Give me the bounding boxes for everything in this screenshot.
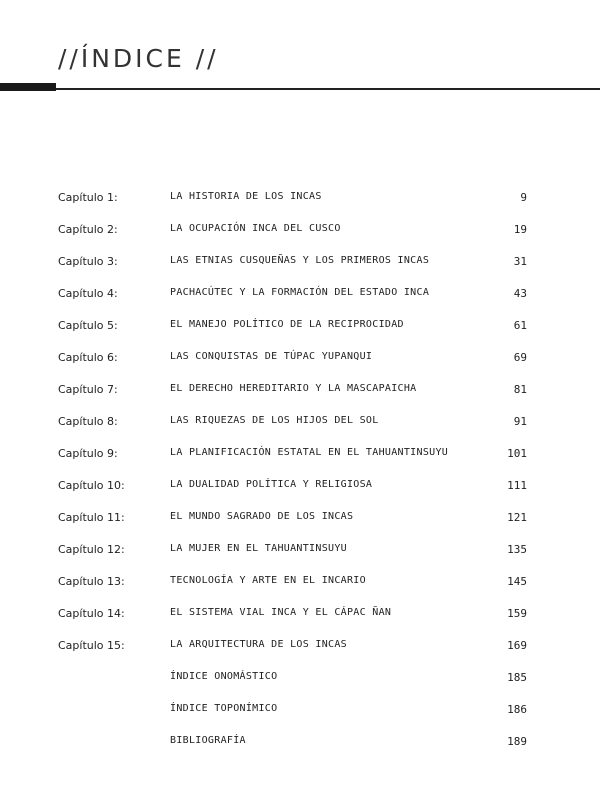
- toc-row: [0, 223, 600, 241]
- page-number: 61: [513, 319, 527, 332]
- chapter-title: LA ARQUITECTURA DE LOS INCAS: [170, 639, 347, 650]
- chapter-title: LA MUJER EN EL TAHUANTINSUYU: [170, 543, 347, 554]
- page-number: 9: [520, 191, 527, 204]
- page-number: 111: [507, 479, 527, 492]
- chapter-title: PACHACÚTEC Y LA FORMACIÓN DEL ESTADO INCA: [170, 287, 430, 298]
- page-number: 31: [513, 255, 527, 268]
- chapter-title: EL DERECHO HEREDITARIO Y LA MASCAPAICHA: [170, 383, 417, 394]
- chapter-label: Capítulo 14:: [58, 607, 125, 620]
- page-number: 81: [513, 383, 527, 396]
- toc-row: [0, 383, 600, 401]
- page-title: //ÍNDICE //: [58, 44, 219, 73]
- page-number: 159: [507, 607, 527, 620]
- chapter-title: LAS RIQUEZAS DE LOS HIJOS DEL SOL: [170, 415, 379, 426]
- toc-row: [0, 479, 600, 497]
- page-number: 189: [507, 735, 527, 748]
- toc-row: [0, 287, 600, 305]
- chapter-title: ÍNDICE ONOMÁSTICO: [170, 671, 278, 682]
- toc-row: [0, 703, 600, 721]
- chapter-label: Capítulo 2:: [58, 223, 118, 236]
- chapter-label: Capítulo 9:: [58, 447, 118, 460]
- page-number: 135: [507, 543, 527, 556]
- header-bar-accent: [0, 83, 56, 91]
- toc-row: [0, 447, 600, 465]
- toc-row: [0, 575, 600, 593]
- chapter-label: Capítulo 13:: [58, 575, 125, 588]
- toc-row: [0, 191, 600, 209]
- page-number: 43: [513, 287, 527, 300]
- chapter-label: Capítulo 3:: [58, 255, 118, 268]
- chapter-title: LA PLANIFICACIÓN ESTATAL EN EL TAHUANTINSUYU: [170, 447, 449, 458]
- chapter-title: LA DUALIDAD POLÍTICA Y RELIGIOSA: [170, 479, 373, 490]
- chapter-title: TECNOLOGÍA Y ARTE EN EL INCARIO: [170, 575, 366, 586]
- page-number: 101: [507, 447, 527, 460]
- page-number: 19: [513, 223, 527, 236]
- toc-row: [0, 543, 600, 561]
- chapter-label: Capítulo 4:: [58, 287, 118, 300]
- page-number: 69: [513, 351, 527, 364]
- chapter-label: Capítulo 1:: [58, 191, 118, 204]
- toc-row: [0, 511, 600, 529]
- page-number: 121: [507, 511, 527, 524]
- chapter-title: LAS ETNIAS CUSQUEÑAS Y LOS PRIMEROS INCAS: [170, 255, 430, 266]
- toc-row: [0, 671, 600, 689]
- chapter-title: LA HISTORIA DE LOS INCAS: [170, 191, 322, 202]
- chapter-title: EL MUNDO SAGRADO DE LOS INCAS: [170, 511, 354, 522]
- page-number: 169: [507, 639, 527, 652]
- chapter-title: BIBLIOGRAFÍA: [170, 735, 246, 746]
- chapter-title: EL SISTEMA VIAL INCA Y EL CÁPAC ÑAN: [170, 607, 392, 618]
- header-rule: [56, 88, 600, 90]
- toc-row: [0, 735, 600, 753]
- chapter-label: Capítulo 5:: [58, 319, 118, 332]
- chapter-label: Capítulo 8:: [58, 415, 118, 428]
- page-number: 91: [513, 415, 527, 428]
- chapter-label: Capítulo 11:: [58, 511, 125, 524]
- toc-row: [0, 319, 600, 337]
- chapter-title: LAS CONQUISTAS DE TÚPAC YUPANQUI: [170, 351, 373, 362]
- toc-row: [0, 607, 600, 625]
- toc-row: [0, 639, 600, 657]
- chapter-title: EL MANEJO POLÍTICO DE LA RECIPROCIDAD: [170, 319, 404, 330]
- chapter-label: Capítulo 6:: [58, 351, 118, 364]
- toc-row: [0, 255, 600, 273]
- toc-row: [0, 415, 600, 433]
- page-number: 145: [507, 575, 527, 588]
- chapter-label: Capítulo 7:: [58, 383, 118, 396]
- chapter-label: Capítulo 15:: [58, 639, 125, 652]
- toc-row: [0, 351, 600, 369]
- chapter-title: ÍNDICE TOPONÍMICO: [170, 703, 278, 714]
- chapter-label: Capítulo 12:: [58, 543, 125, 556]
- chapter-title: LA OCUPACIÓN INCA DEL CUSCO: [170, 223, 341, 234]
- page-number: 185: [507, 671, 527, 684]
- chapter-label: Capítulo 10:: [58, 479, 125, 492]
- page-number: 186: [507, 703, 527, 716]
